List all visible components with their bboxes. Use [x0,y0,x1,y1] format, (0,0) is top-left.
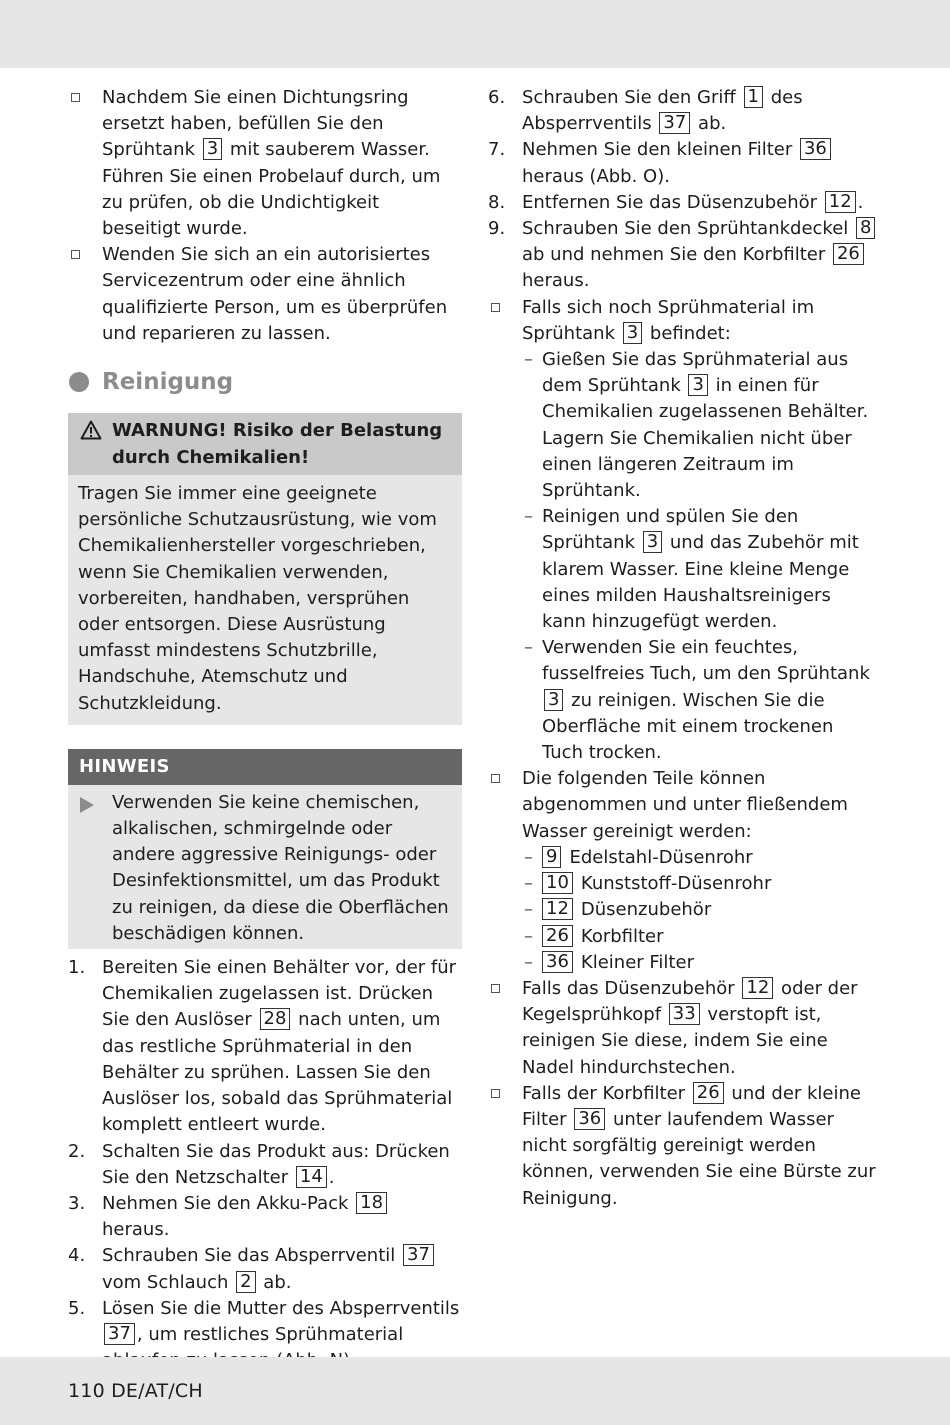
part-reference-number: 9 [542,846,561,868]
dash-bullet-icon: – [524,873,533,895]
note-header: HINWEIS [68,749,462,785]
step-text: Nehmen Sie den kleinen Filter 36 heraus (Abb. O). [522,137,880,189]
list-item [68,242,462,347]
part-list-item [488,871,880,897]
step-number: 6. [488,87,506,108]
reference-number: 37 [403,1244,434,1266]
step-number: 9. [488,218,506,240]
item-text: Falls das Düsenzubehör 12 oder der Kegelsprühkopf 33 verstopft ist, reinigen Sie diese, indem Sie eine Nadel hindurchstechen. [522,976,858,1078]
step-text: Entfernen Sie das Düsenzubehör 12 . [522,190,864,213]
reference-number: 3 [688,374,707,396]
reference-number: 1 [744,86,763,108]
right-column [488,85,880,1212]
reference-number: 36 [800,138,831,160]
steps-list [68,955,462,1374]
note-text: Verwenden Sie keine chemischen, alkalischen, schmirgelnde oder andere aggressive Reinigungs- oder Desinfektionsmittel, um das Produkt zu reinigen, da diese die Oberflächen beschädigen können. [112,791,449,944]
part-list-item [488,950,880,976]
step-text: Nehmen Sie den Akku-Pack 18 heraus. [102,1191,462,1243]
reference-number: 3 [643,531,662,553]
part-reference-number: 26 [542,925,573,947]
note-body [68,785,462,949]
list-item [488,1081,880,1212]
step-number: 5. [68,1297,86,1319]
header-band [0,0,950,68]
step-text: Bereiten Sie einen Behälter vor, der für Chemikalien zugelassen ist. Drücken Sie den Auslöser 28 nach unten, um das restliche Sprühmaterial in den Behälter zu sprühen. Lassen Sie den Auslöser los, sobald das Sprühmaterial komplett entleert wurde. [102,957,457,1136]
dash-bullet-icon: – [524,899,533,921]
step-item [488,216,880,295]
checkbox-bullet-icon [71,93,80,102]
step-text: Schrauben Sie den Griff 1 des Absperrventils 37 ab. [522,86,803,135]
sub-list-item [488,504,880,635]
reference-number: 3 [203,138,222,160]
list-item [488,976,880,1081]
dash-bullet-icon: – [524,506,533,528]
list-item [68,85,462,242]
warning-triangle-icon [80,420,102,440]
note-box [68,749,462,949]
sub-item-text: Verwenden Sie ein feuchtes, fusselfreies Tuch, um den Sprühtank 3 zu reinigen. Wischen Sie die Oberfläche mit einem trockenen Tuch trocken. [542,637,870,764]
step-text: Schrauben Sie das Absperrventil 37 vom Schlauch 2 ab. [102,1243,462,1295]
intro-list [68,85,462,347]
list-item [488,295,880,347]
reference-number: 12 [742,977,773,999]
part-label: Korbfilter [580,925,664,947]
checkbox-bullet-icon [491,303,500,312]
reference-number: 37 [659,112,690,134]
part-reference-number: 12 [542,898,573,920]
warning-header [68,413,462,475]
dash-bullet-icon: – [524,951,533,973]
step-item [488,190,880,216]
warning-title: WARNUNG! Risiko der Belastung durch Chemikalien! [112,420,443,469]
part-label: Edelstahl-Düsenrohr [569,846,753,868]
step-item [68,1243,462,1295]
part-list-item [488,897,880,923]
step-number: 7. [488,139,506,161]
reference-number: 3 [623,322,642,344]
item-text: Nachdem Sie einen Dichtungsring ersetzt haben, befüllen Sie den Sprühtank 3 mit sauberem Wasser. Führen Sie einen Probelauf durch, um zu prüfen, ob die Undichtigkeit beseitigt wurde. [102,87,441,240]
reference-number: 18 [356,1192,387,1214]
warning-body: Tragen Sie immer eine geeignete persönliche Schutzausrüstung, wie vom Chemikalienhersteller vorgeschrieben, wenn Sie Chemikalien verwenden, vorbereiten, handhaben, versprühen oder entsorgen. Diese Ausrüstung umfasst mindestens Schutzbrille, Handschuhe, Atemschutz und Schutzkleidung. [78,483,437,714]
reference-number: 33 [669,1003,700,1025]
reference-number: 8 [856,217,875,239]
section-heading [68,369,462,399]
reference-number: 14 [296,1166,327,1188]
sub-item-text: Gießen Sie das Sprühmaterial aus dem Sprühtank 3 in einen für Chemikalien zugelassenen Behälter. Lagern Sie Chemikalien nicht über einen längeren Zeitraum im Sprühtank. [542,349,869,502]
reference-number: 3 [544,689,563,711]
reference-number: 26 [693,1082,724,1104]
step-item [488,137,880,189]
reference-number: 36 [574,1108,605,1130]
reference-number: 28 [260,1008,291,1030]
sub-item-text: Reinigen und spülen Sie den Sprühtank 3 und das Zubehör mit klarem Wasser. Eine kleine Menge eines milden Haushaltsreinigers kann hinzugefügt werden. [542,506,859,633]
step-text: Schrauben Sie den Sprühtankdeckel 8 ab und nehmen Sie den Korbfilter 26 heraus. [522,216,880,295]
steps-list [488,85,880,295]
step-item [68,1191,462,1243]
part-label: Kleiner Filter [580,951,694,973]
dash-bullet-icon: – [524,349,533,371]
item-text: Falls der Korbfilter 26 und der kleine Filter 36 unter laufendem Wasser nicht sorgfältig gereinigt werden können, verwenden Sie eine Bürste zur Reinigung. [522,1081,876,1209]
page-number: 110 DE/AT/CH [68,1380,203,1402]
checkbox-bullet-icon [491,1089,500,1098]
left-column [68,85,462,1374]
part-reference-number: 36 [542,951,573,973]
step-number: 1. [68,957,86,979]
item-text: Die folgenden Teile können abgenommen und unter fließendem Wasser gereinigt werden: [522,768,848,842]
section-title: Reinigung [102,369,234,396]
step-text: Schalten Sie das Produkt aus: Drücken Sie den Netzschalter 14 . [102,1140,450,1188]
part-list-item [488,924,880,950]
warning-box [68,413,462,725]
step-number: 2. [68,1140,86,1162]
step-number: 4. [68,1245,86,1267]
section-dot-icon [69,372,89,392]
part-label: Kunststoff-Düsenrohr [580,873,772,895]
list-item [488,766,880,845]
arrow-bullet-icon [80,797,94,813]
step-item [68,1139,462,1191]
sub-list-item [488,347,880,504]
part-reference-number: 10 [542,872,573,894]
reference-number: 12 [825,191,856,213]
dash-bullet-icon: – [524,846,533,868]
part-label: Düsenzubehör [580,899,712,921]
step-item [488,85,880,137]
dash-bullet-icon: – [524,925,533,947]
dash-bullet-icon: – [524,637,533,659]
item-text: Falls sich noch Sprühmaterial im Sprühtank 3 befindet: [522,296,815,344]
item-text: Wenden Sie sich an ein autorisiertes Servicezentrum oder eine ähnlich qualifizierte Person, um es überprüfen und reparieren zu lassen. [102,244,448,344]
step-number: 3. [68,1192,86,1214]
checkbox-bullet-icon [71,250,80,259]
step-text: Lösen Sie die Mutter des Absperrventils 37 , um restliches Sprühmaterial [102,1297,460,1345]
part-list-item [488,845,880,871]
reference-number: 2 [236,1271,255,1293]
reference-number: 26 [833,243,864,265]
step-number: 8. [488,191,506,213]
checkbox-bullet-icon [491,984,500,993]
reference-number: 37 [104,1323,135,1345]
sub-list-item [488,635,880,766]
step-item [68,955,462,1138]
checkbox-bullet-icon [491,774,500,783]
